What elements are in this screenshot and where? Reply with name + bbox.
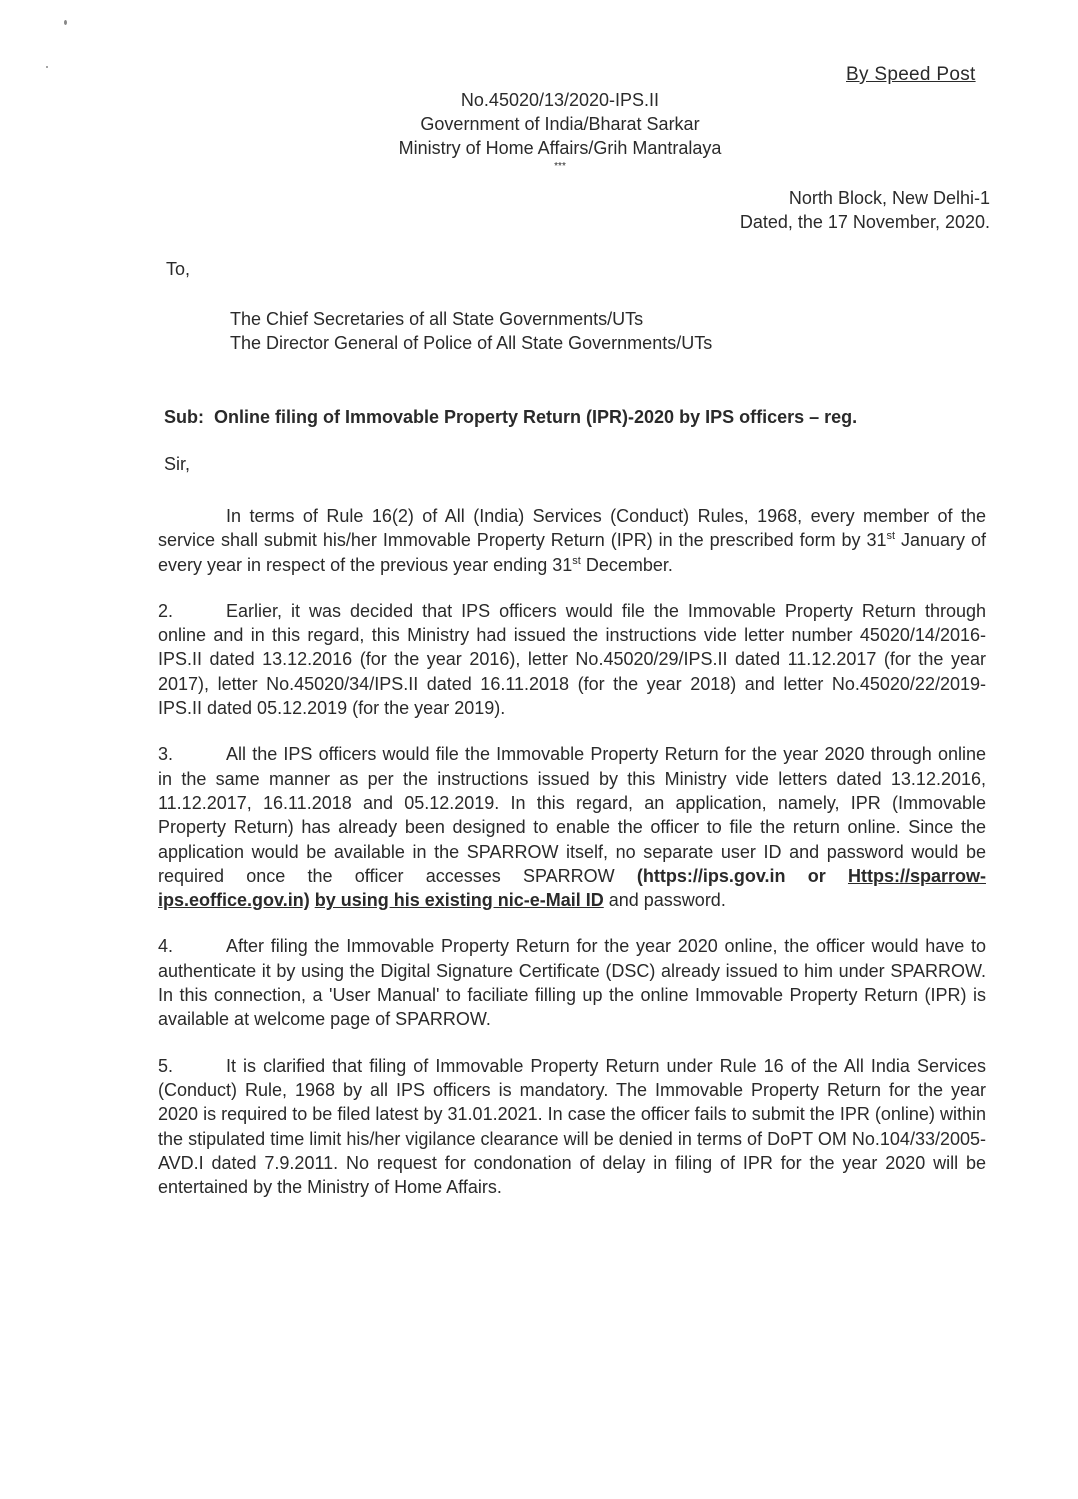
paragraph-1: In terms of Rule 16(2) of All (India) Services (Conduct) Rules, 1968, every member of the service shall submit his/her Immovable Property Return (IPR) in the prescribed form by 31st January of every year in respect of the previous year ending 31st December. — [158, 506, 986, 575]
letter-date: Dated, the 17 November, 2020. — [739, 212, 990, 232]
office-address: North Block, New Delhi-1 — [788, 188, 990, 208]
address-block — [740, 186, 990, 234]
scan-speck — [64, 20, 67, 25]
paragraph-number: 4. — [158, 936, 174, 957]
letter-header — [300, 88, 820, 172]
paragraph-3: 3. All the IPS officers would file the Immovable Property Return for the year 2020 through online in the same manner as per the instructions issued by this Ministry vide letters dated 13.12.2016, 11.12.2017, 16.11.2018 and 05.12.2019. In this regard, an application, namely, IPR (Immovable Property Return) has already been designed to enable the officer to file the return online. Since the application would be available in the SPARROW itself, no separate user ID and password would be required once the officer accesses SPARROW (https://ips.gov.in or Https://sparrow-ips.eoffice.gov.in) by using his existing nic-e-Mail ID and password. — [158, 744, 986, 911]
dispatch-mode: By Speed Post — [846, 64, 976, 85]
paragraph-2: 2. Earlier, it was decided that IPS officers would file the Immovable Property Return through online and in this regard, this Ministry had issued the instructions vide letter number 45020/14/2016-IPS.II dated 13.12.2016 (for the year 2016), letter No.45020/29/IPS.II dated 11.12.2017 (for the year 2017), letter No.45020/34/IPS.II dated 16.11.2018 (for the year 2018) and letter No.45020/22/2019-IPS.II dated 05.12.2019 (for the year 2019). — [158, 600, 986, 719]
scan-speck — [46, 66, 48, 68]
subject-label: Sub: — [164, 407, 204, 427]
paragraph-number: 3. — [158, 744, 174, 765]
sparrow-url: (https://ips.gov.in or — [636, 865, 848, 886]
subject-line — [164, 407, 994, 428]
recipients-list — [230, 307, 712, 355]
file-number: No.45020/13/2020-IPS.II — [460, 90, 660, 110]
paragraph-number: 5. — [158, 1055, 174, 1076]
paragraph-number: 2. — [158, 600, 174, 621]
paragraph-4: 4. After filing the Immovable Property Return for the year 2020 online, the officer would have to authenticate it by using the Digital Signature Certificate (DSC) already issued to him under SPARROW. In this connection, a 'User Manual' to faciliate filling up the online Immovable Property Return (IPR) is available at welcome page of SPARROW. — [158, 936, 986, 1030]
letter-body — [158, 504, 986, 1221]
credential-note: by using his existing nic-e-Mail ID — [314, 890, 604, 911]
to-label: To, — [166, 259, 191, 279]
subject-text: Online filing of Immovable Property Return (IPR)-2020 by IPS officers – reg. — [214, 407, 858, 427]
header-separator: *** — [554, 161, 566, 172]
sparrow-eoffice-link[interactable]: Https://sparrow-ips.eoffice.gov.in) — [158, 865, 986, 911]
recipient-line: The Chief Secretaries of all State Governments/UTs — [230, 309, 644, 329]
salutation: Sir, — [164, 454, 191, 474]
government-name: Government of India/Bharat Sarkar — [420, 114, 700, 134]
paragraph-5: 5. It is clarified that filing of Immovable Property Return under Rule 16 of the All India Services (Conduct) Rule, 1968 by all IPS officers is mandatory. The Immovable Property Return for the year 2020 is required to be filed latest by 31.01.2021. In case the officer fails to submit the IPR (online) within the stipulated time limit his/her vigilance clearance will be denied in terms of DoPT OM No.104/33/2005-AVD.I dated 7.9.2011. No request for condonation of delay in filing of IPR for the year 2020 will be entertained by the Ministry of Home Affairs. — [158, 1055, 986, 1198]
ministry-name: Ministry of Home Affairs/Grih Mantralaya — [398, 138, 722, 158]
recipient-line: The Director General of Police of All State Governments/UTs — [230, 333, 713, 353]
